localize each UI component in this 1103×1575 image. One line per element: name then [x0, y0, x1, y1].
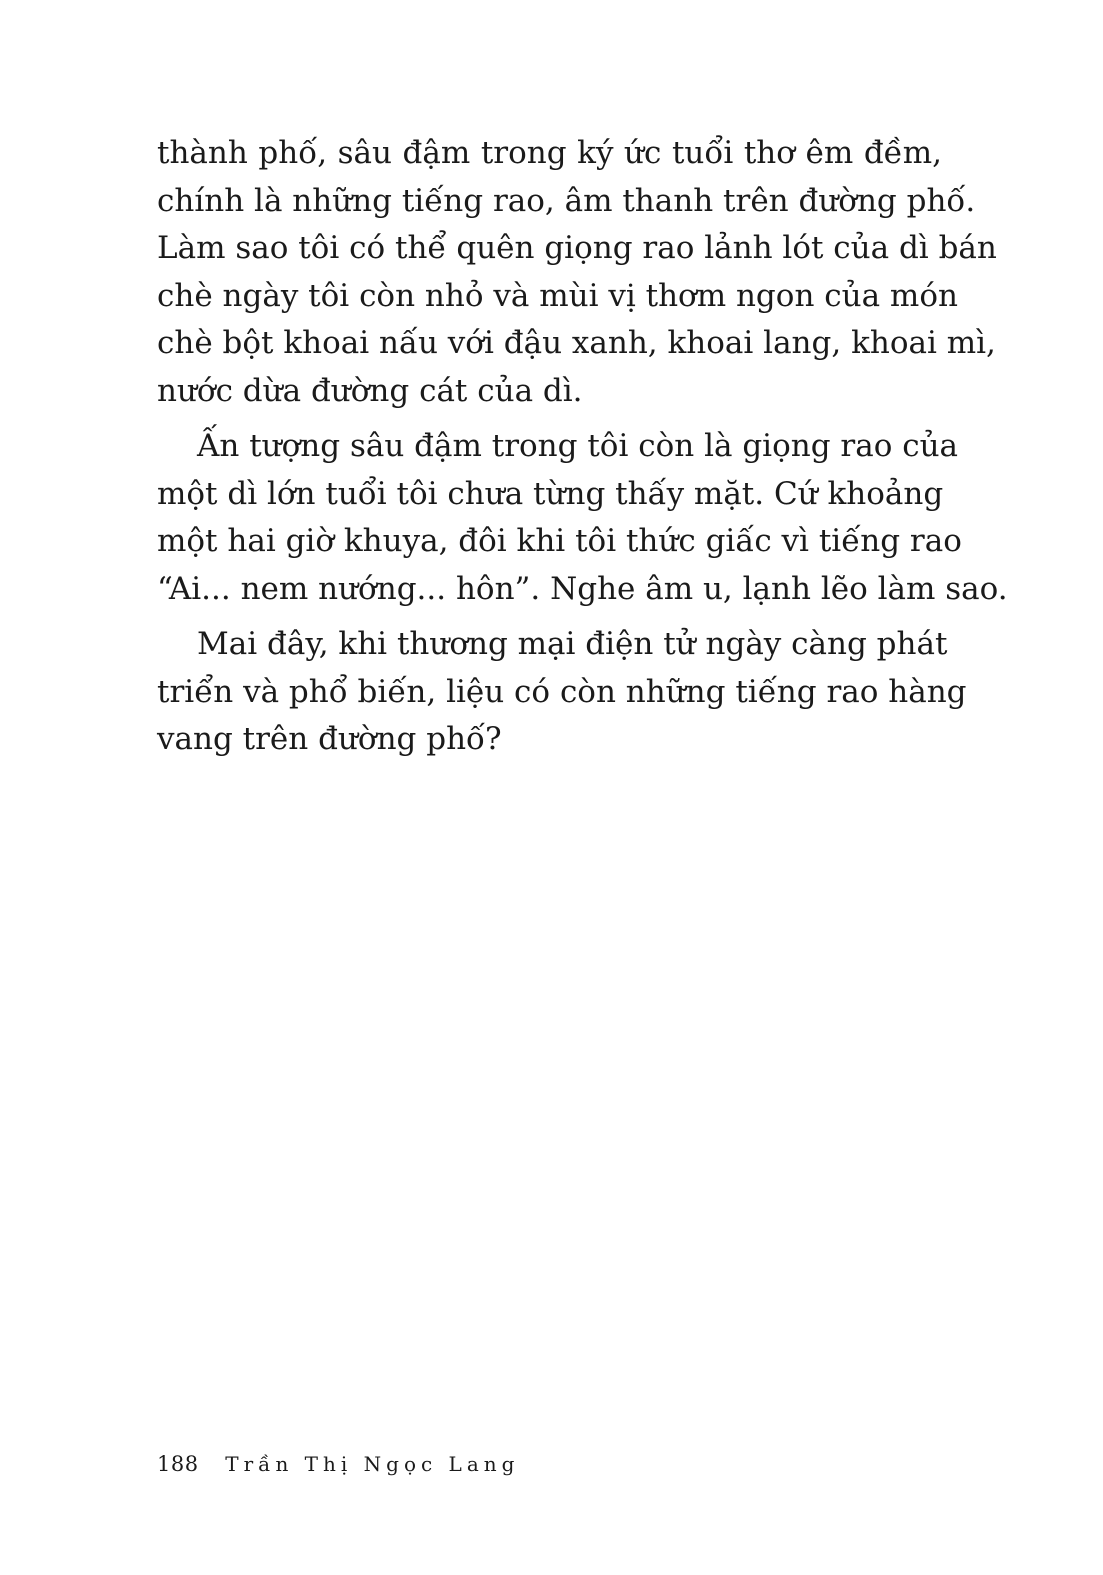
paragraph-3 — [157, 621, 967, 764]
author-name: Trần Thị Ngọc Lang — [225, 1452, 520, 1476]
text-line: thành phố, sâu đậm trong ký ức tuổi thơ êm đềm, — [157, 135, 942, 171]
text-line: chính là những tiếng rao, âm thanh trên đường phố. — [157, 182, 976, 219]
text-line: nước dừa đường cát của dì. — [157, 372, 583, 409]
text-line: chè ngày tôi còn nhỏ và mùi vị thơm ngon của món — [157, 277, 958, 314]
text-line: chè bột khoai nấu với đậu xanh, khoai lang, khoai mì, — [157, 325, 996, 361]
body-text — [157, 130, 1008, 772]
text-line: Làm sao tôi có thể quên giọng rao lảnh lót của dì bán — [157, 230, 997, 266]
page-footer — [157, 1452, 519, 1476]
page-number: 188 — [157, 1452, 199, 1476]
text-line: vang trên đường phố? — [157, 721, 502, 757]
text-line: triển và phổ biến, liệu có còn những tiếng rao hàng — [157, 673, 967, 710]
paragraph-1 — [157, 130, 997, 415]
text-line: Mai đây, khi thương mại điện tử ngày càng phát — [197, 626, 948, 662]
paragraph-2 — [157, 423, 1008, 613]
text-line: một dì lớn tuổi tôi chưa từng thấy mặt. Cứ khoảng — [157, 475, 944, 512]
text-line: một hai giờ khuya, đôi khi tôi thức giấc vì tiếng rao — [157, 523, 962, 559]
text-line: Ấn tượng sâu đậm trong tôi còn là giọng rao của — [197, 428, 959, 464]
text-line: “Ai... nem nướng... hôn”. Nghe âm u, lạnh lẽo làm sao. — [157, 570, 1008, 607]
